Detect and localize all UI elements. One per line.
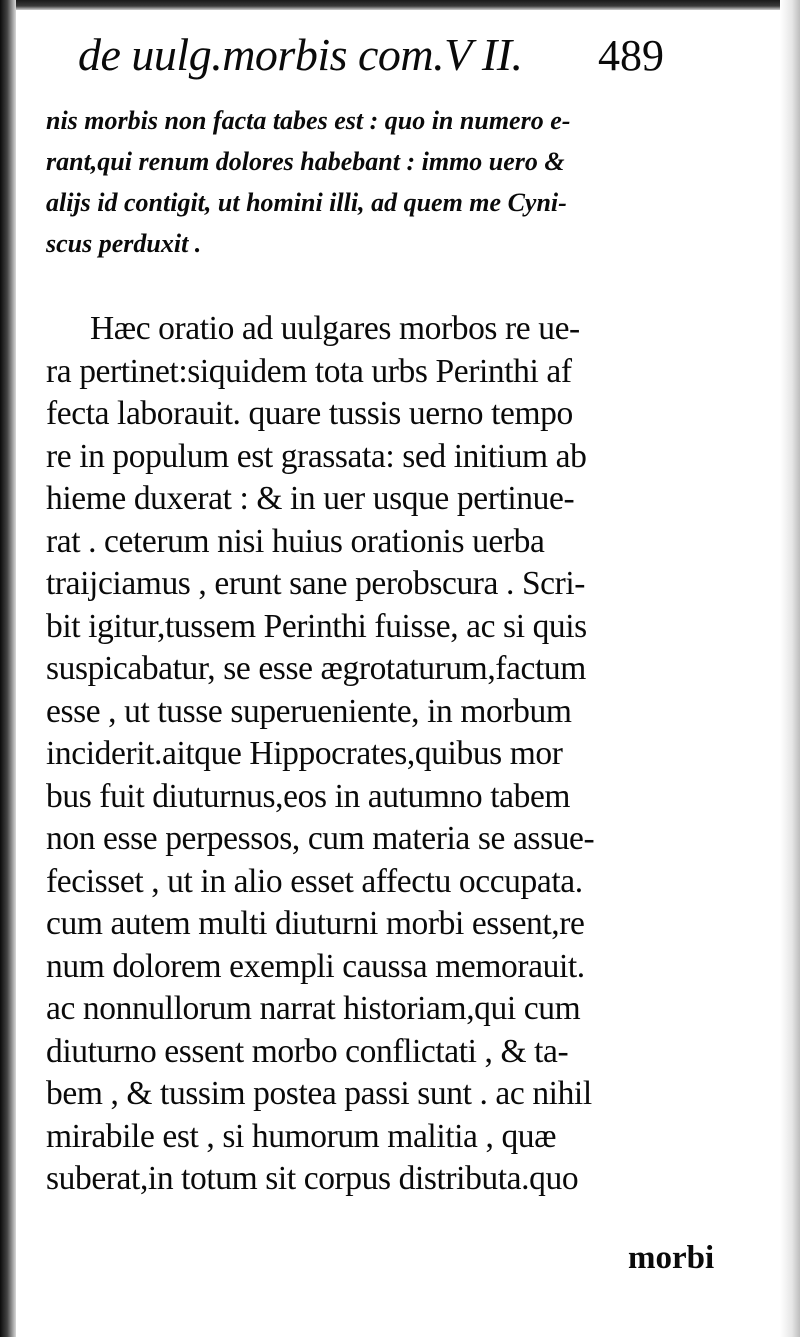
italic-paragraph xyxy=(46,100,716,264)
body-paragraph xyxy=(46,308,716,1201)
body-line: fecta laborauit. quare tussis uerno tempo xyxy=(46,395,573,432)
scan-edge-top xyxy=(0,0,800,10)
body-line: fecisset , ut in alio esset affectu occupata. xyxy=(46,862,583,900)
scan-edge-left xyxy=(0,0,16,1337)
italic-line: alijs id contigit, ut homini illi, ad quem me Cyni- xyxy=(46,188,567,217)
body-line: hieme duxerat : & in uer usque pertinue- xyxy=(46,480,575,517)
catchword: morbi xyxy=(628,1240,715,1276)
body-line: diuturno essent morbo conflictati , & ta- xyxy=(46,1032,569,1070)
body-line: Hæc oratio ad uulgares morbos re ue- xyxy=(90,310,580,347)
italic-line: scus perduxit . xyxy=(46,229,202,258)
body-line: ra pertinet:siquidem tota urbs Perinthi af xyxy=(46,352,572,390)
body-line: non esse perpessos, cum materia se assue- xyxy=(46,820,595,857)
body-line: traijciamus , erunt sane perobscura . Scri- xyxy=(46,565,586,602)
scan-edge-right xyxy=(780,0,800,1337)
body-line: mirabile est , si humorum malitia , quæ xyxy=(46,1117,557,1155)
body-line: esse , ut tusse superueniente, in morbum xyxy=(46,692,572,730)
body-line: rat . ceterum nisi huius orationis uerba xyxy=(46,522,545,560)
body-line: bem , & tussim postea passi sunt . ac nihil xyxy=(46,1075,592,1112)
running-head: de uulg.morbis com.V II. xyxy=(78,29,523,80)
body-line: suberat,in totum sit corpus distributa.quo xyxy=(46,1160,579,1197)
body-line: ac nonnullorum narrat historiam,qui cum xyxy=(46,990,581,1027)
body-line: inciderit.aitque Hippocrates,quibus mor xyxy=(46,735,563,772)
body-line: cum autem multi diuturni morbi essent,re xyxy=(46,905,585,942)
body-line: re in populum est grassata: sed initium ab xyxy=(46,437,587,475)
body-line: suspicabatur, se esse ægrotaturum,factum xyxy=(46,650,586,687)
body-line: num dolorem exempli caussa memorauit. xyxy=(46,947,585,985)
italic-line: nis morbis non facta tabes est : quo in numero e- xyxy=(46,106,571,135)
italic-line: rant,qui renum dolores habebant : immo uero & xyxy=(46,147,565,176)
body-line: bus fuit diuturnus,eos in autumno tabem xyxy=(46,777,571,815)
body-line: bit igitur,tussem Perinthi fuisse, ac si quis xyxy=(46,607,587,645)
page-number: 489 xyxy=(598,31,664,80)
